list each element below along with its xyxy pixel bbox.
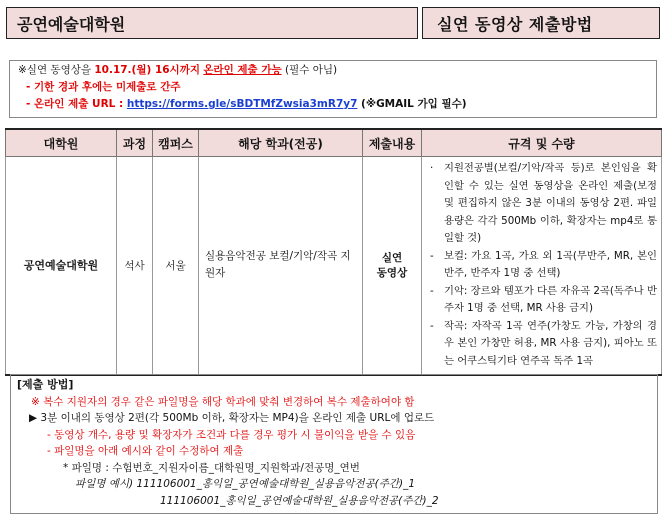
filename-format: * 파일명 : 수험번호_지원자이름_대학원명_지원학과/전공명_연번 xyxy=(63,461,360,474)
col-header: 해당 학과(전공) xyxy=(199,129,363,157)
notice-box xyxy=(9,60,657,118)
cell-campus: 서울 xyxy=(153,157,199,375)
method-box xyxy=(10,374,658,514)
cell-dept: 실용음악전공 보컬/기악/작곡 지원자 xyxy=(199,157,363,375)
table-row xyxy=(6,157,662,375)
method-line: ▶ 3분 이내의 동영상 2편(각 500Mb 이하, 확장자는 MP4)을 온라인 제출 URL에 업로드 xyxy=(29,412,435,424)
page-header xyxy=(6,7,660,39)
method-title: [제출 방법] xyxy=(17,378,74,391)
cell-spec xyxy=(422,157,662,375)
cell-school: 공연예술대학원 xyxy=(6,157,117,375)
online-available: 온라인 제출 가능 xyxy=(203,64,282,76)
submission-url-link[interactable]: https://forms.gle/sBDTMfZwsia3mR7y7 xyxy=(126,98,358,110)
notice-line-2: - 기한 경과 후에는 미제출로 간주 xyxy=(26,81,181,93)
spec-item-instrument: - 기악: 장르와 템포가 다른 자유곡 2곡(독주나 반주자 1명 중 선택, MR 사용 금지) xyxy=(430,284,657,315)
col-header: 제출내용 xyxy=(363,129,422,157)
method-line: - 파일명을 아래 예시와 같이 수정하여 제출 xyxy=(47,445,244,457)
spec-item-vocal: - 보컬: 가요 1곡, 가요 외 1곡(무반주, MR, 본인 반주, 반주자 1명 중 선택) xyxy=(430,249,657,280)
filename-example: 파일명 예시) 111106001_홍익일_공연예술대학원_실용음악전공(주간)_1 xyxy=(75,478,416,490)
method-line: ※ 복수 지원자의 경우 같은 파일명을 해당 학과에 맞춰 변경하여 복수 제출하여야 함 xyxy=(31,395,415,408)
notice-line-3: - 온라인 제출 URL : https://forms.gle/sBDTMfZwsia3mR7y7 (※GMAIL 가입 필수) xyxy=(26,98,467,110)
info-table xyxy=(5,128,662,376)
col-header: 규격 및 수량 xyxy=(422,129,662,157)
spec-intro: · 지원전공별(보컬/기악/작곡 등)로 본인임을 확인할 수 있는 실연 동영상을 온라인 제출(보정 및 편집하지 않은 3분 이내의 동영상 2편. 파일 용량은 각각 500Mb 이하, 확장자는 mp4로 통일할 것) xyxy=(430,162,657,245)
spec-item-composition: - 작곡: 자작곡 1곡 연주(가창도 가능, 가창의 경우 본인 가창만 허용, MR 사용 금지), 피아노 또는 어쿠스틱기타 연주곡 독주 1곡 xyxy=(430,319,657,367)
cell-course: 석사 xyxy=(117,157,153,375)
section-title: 실연 동영상 제출방법 xyxy=(422,7,660,39)
cell-content: 실연 동영상 xyxy=(363,157,422,375)
col-header: 캠퍼스 xyxy=(153,129,199,157)
filename-example: 111106001_홍익일_공연예술대학원_실용음악전공(주간)_2 xyxy=(160,494,439,507)
col-header: 과정 xyxy=(117,129,153,157)
notice-line-1: ※실연 동영상을 10.17.(월) 16시까지 온라인 제출 가능 (필수 아님) xyxy=(18,64,338,76)
col-header: 대학원 xyxy=(6,129,117,157)
school-title: 공연예술대학원 xyxy=(6,7,418,39)
table-header-row xyxy=(6,129,662,157)
method-line: - 동영상 개수, 용량 및 확장자가 조건과 다를 경우 평가 시 불이익을 받을 수 있음 xyxy=(47,428,416,441)
deadline: 10.17.(월) 16시까지 xyxy=(94,64,200,76)
